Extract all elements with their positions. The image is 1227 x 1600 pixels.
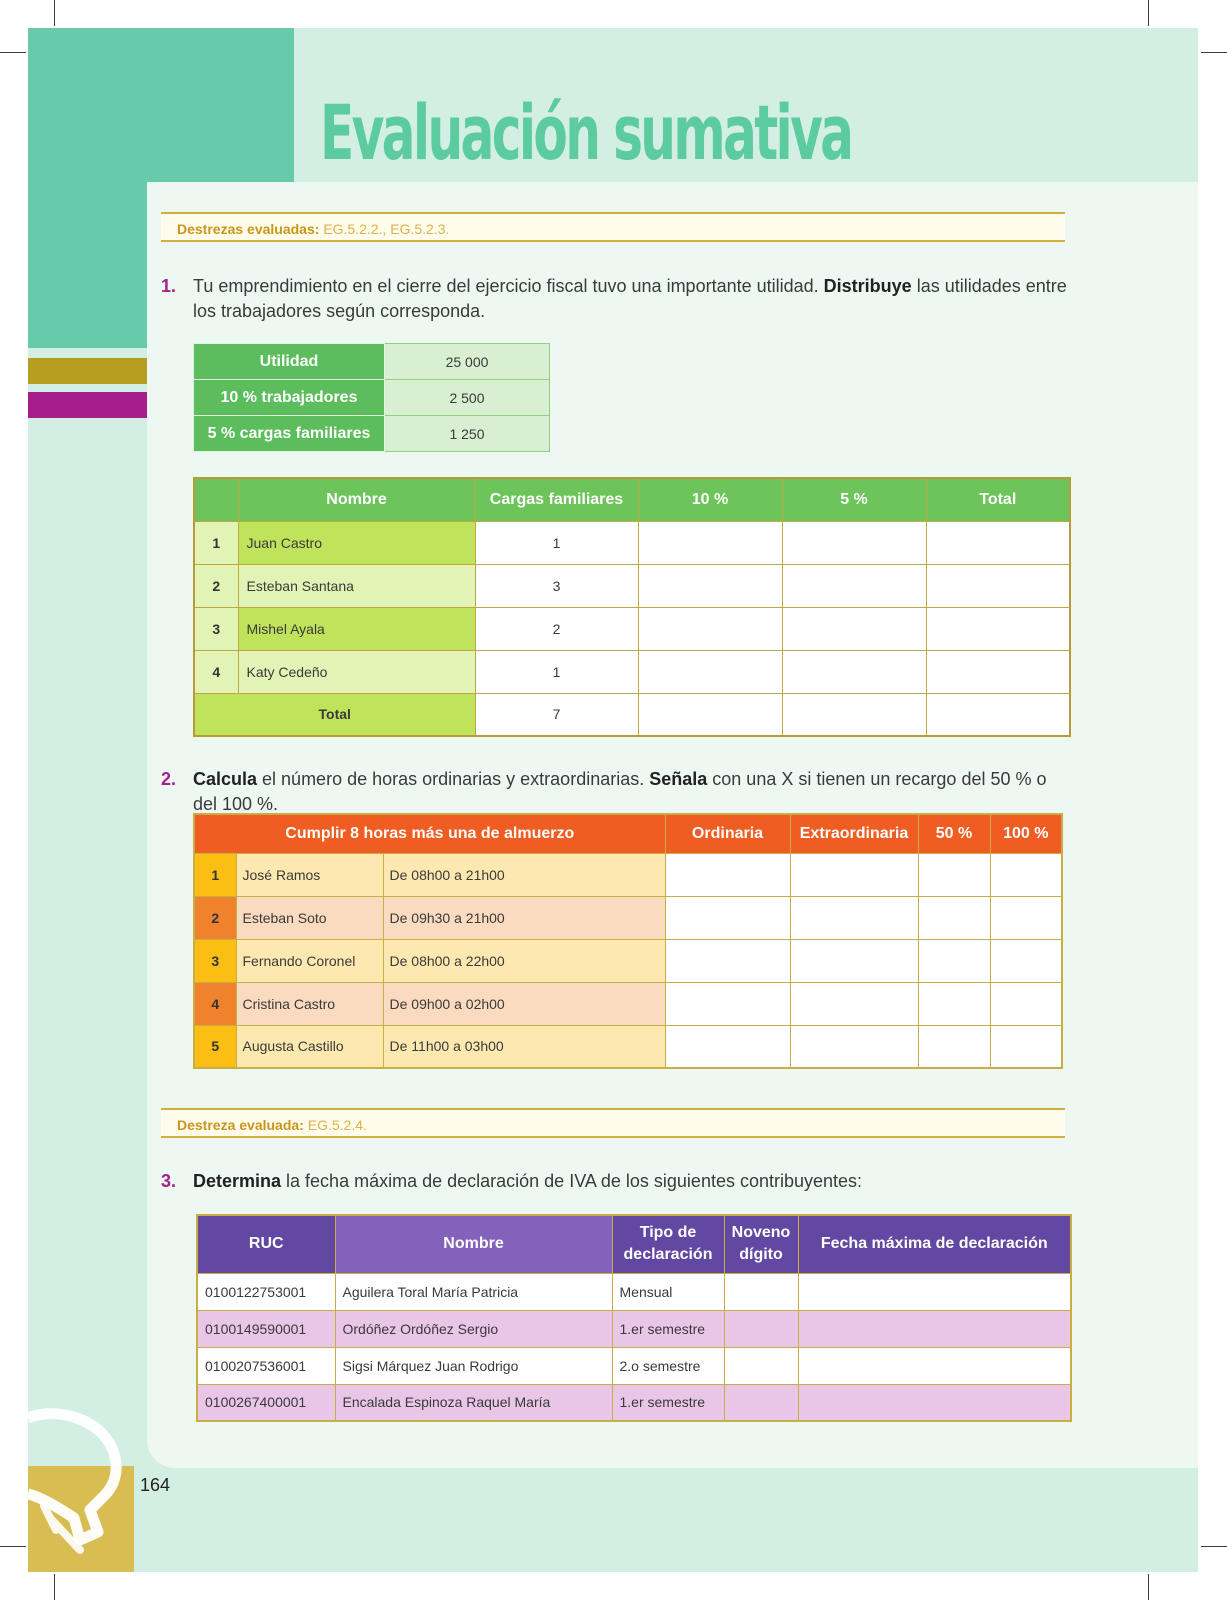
declaration-type: 1.er semestre — [612, 1384, 724, 1421]
lightbulb-icon — [28, 1400, 136, 1572]
worker-name: Cristina Castro — [236, 982, 383, 1025]
profit-summary-table — [193, 343, 550, 452]
text-emphasis: Distribuye — [823, 276, 912, 296]
answer-cell[interactable] — [990, 982, 1062, 1025]
text-emphasis: Determina — [193, 1171, 282, 1191]
table-row — [197, 1310, 1071, 1347]
answer-cell[interactable] — [638, 693, 782, 736]
table-row — [194, 939, 1062, 982]
work-hours-table — [193, 813, 1063, 1069]
answer-cell[interactable] — [990, 1025, 1062, 1068]
summary-value: 2 500 — [385, 380, 550, 416]
worker-name: José Ramos — [236, 853, 383, 896]
table-header-row — [194, 814, 1062, 853]
answer-cell[interactable] — [918, 939, 990, 982]
ruc-cell: 0100267400001 — [197, 1384, 335, 1421]
row-index: 4 — [194, 650, 238, 693]
skills-label: Destreza evaluada: — [177, 1117, 304, 1133]
answer-cell[interactable] — [926, 607, 1070, 650]
work-schedule: De 08h00 a 22h00 — [383, 939, 665, 982]
question-2 — [161, 767, 1071, 814]
row-index: 5 — [194, 1025, 236, 1068]
skills-label: Destrezas evaluadas: — [177, 221, 320, 237]
table-row — [194, 607, 1070, 650]
answer-cell[interactable] — [918, 853, 990, 896]
worker-name: Mishel Ayala — [238, 607, 475, 650]
answer-cell[interactable] — [798, 1347, 1071, 1384]
row-index: 1 — [194, 521, 238, 564]
answer-cell[interactable] — [638, 650, 782, 693]
answer-cell[interactable] — [926, 650, 1070, 693]
text-part: las utilidades entre los trabajadores según corresponda. — [193, 276, 1067, 321]
answer-cell[interactable] — [790, 982, 918, 1025]
answer-cell[interactable] — [638, 521, 782, 564]
answer-cell[interactable] — [990, 939, 1062, 982]
summary-label: 10 % trabajadores — [194, 380, 385, 416]
answer-cell[interactable] — [798, 1310, 1071, 1347]
question-number: 3. — [161, 1171, 177, 1191]
answer-cell[interactable] — [782, 607, 926, 650]
crop-mark — [1201, 1546, 1227, 1547]
answer-cell[interactable] — [798, 1384, 1071, 1421]
declaration-type: Mensual — [612, 1273, 724, 1310]
worker-name: Katy Cedeño — [238, 650, 475, 693]
taxpayer-name: Encalada Espinoza Raquel María — [335, 1384, 612, 1421]
answer-cell[interactable] — [665, 982, 790, 1025]
crop-mark — [0, 1546, 26, 1547]
family-loads: 2 — [475, 607, 638, 650]
column-header: Cargas familiares — [475, 478, 638, 521]
question-text — [193, 1169, 1073, 1194]
column-header: Fecha máxima de declaración — [798, 1215, 1071, 1273]
work-schedule: De 11h00 a 03h00 — [383, 1025, 665, 1068]
text-emphasis: Señala — [649, 769, 708, 789]
text-part: la fecha máxima de declaración de IVA de los siguientes contribuyentes: — [281, 1171, 863, 1191]
worker-name: Fernando Coronel — [236, 939, 383, 982]
row-index: 2 — [194, 564, 238, 607]
text-part: Tu emprendimiento en el cierre del ejercicio fiscal tuvo una importante utilidad. — [193, 276, 824, 296]
work-schedule: De 08h00 a 21h00 — [383, 853, 665, 896]
column-header: RUC — [197, 1215, 335, 1273]
answer-cell[interactable] — [724, 1310, 798, 1347]
worker-name: Esteban Soto — [236, 896, 383, 939]
crop-mark — [54, 0, 55, 26]
question-1 — [161, 274, 1071, 324]
ruc-cell: 0100207536001 — [197, 1347, 335, 1384]
skills-codes: EG.5.2.4. — [307, 1117, 367, 1133]
answer-cell[interactable] — [790, 1025, 918, 1068]
column-header: 10 % — [638, 478, 782, 521]
table-row — [197, 1384, 1071, 1421]
row-index: 1 — [194, 853, 236, 896]
answer-cell[interactable] — [782, 521, 926, 564]
table-header-row — [194, 478, 1070, 521]
row-index: 2 — [194, 896, 236, 939]
question-number: 1. — [161, 276, 177, 296]
table-header-row — [197, 1215, 1071, 1273]
row-index: 4 — [194, 982, 236, 1025]
summary-label: Utilidad — [194, 344, 385, 380]
family-loads: 1 — [475, 650, 638, 693]
table-row — [194, 982, 1062, 1025]
text-part: con una X si tienen un recargo del 50 % o del 100 %. — [193, 769, 1047, 814]
vat-declaration-table — [196, 1214, 1072, 1422]
answer-cell[interactable] — [790, 896, 918, 939]
magenta-side-bar — [28, 392, 147, 418]
answer-cell[interactable] — [918, 982, 990, 1025]
answer-cell[interactable] — [665, 896, 790, 939]
column-header: 50 % — [918, 814, 990, 853]
page-number: 164 — [140, 1475, 171, 1495]
column-header: Total — [926, 478, 1070, 521]
column-header: 100 % — [990, 814, 1062, 853]
answer-cell[interactable] — [724, 1273, 798, 1310]
column-header: Extraordinaria — [790, 814, 918, 853]
answer-cell[interactable] — [638, 607, 782, 650]
table-row — [194, 521, 1070, 564]
skills-box — [161, 1108, 1065, 1138]
work-schedule: De 09h30 a 21h00 — [383, 896, 665, 939]
table-row — [194, 380, 550, 416]
summary-label: 5 % cargas familiares — [194, 416, 385, 452]
table-row — [197, 1273, 1071, 1310]
answer-cell[interactable] — [918, 1025, 990, 1068]
answer-cell[interactable] — [724, 1384, 798, 1421]
answer-cell[interactable] — [782, 564, 926, 607]
crop-mark — [0, 52, 26, 53]
answer-cell[interactable] — [665, 939, 790, 982]
taxpayer-name: Sigsi Márquez Juan Rodrigo — [335, 1347, 612, 1384]
skills-box — [161, 212, 1065, 242]
crop-mark — [1148, 1574, 1149, 1600]
column-header: Cumplir 8 horas más una de almuerzo — [194, 814, 665, 853]
declaration-type: 1.er semestre — [612, 1310, 724, 1347]
answer-cell[interactable] — [798, 1273, 1071, 1310]
family-loads: 1 — [475, 521, 638, 564]
column-header: 5 % — [782, 478, 926, 521]
table-total-row — [194, 693, 1070, 736]
taxpayer-name: Ordóñez Ordóñez Sergio — [335, 1310, 612, 1347]
column-header: Ordinaria — [665, 814, 790, 853]
question-number: 2. — [161, 769, 177, 789]
answer-cell[interactable] — [790, 853, 918, 896]
answer-cell[interactable] — [926, 521, 1070, 564]
crop-mark — [1148, 0, 1149, 26]
question-text — [193, 767, 1073, 817]
table-row — [194, 853, 1062, 896]
answer-cell[interactable] — [990, 853, 1062, 896]
column-header: Nombre — [238, 478, 475, 521]
table-row — [194, 416, 550, 452]
answer-cell[interactable] — [724, 1347, 798, 1384]
crop-mark — [54, 1574, 55, 1600]
crop-mark — [1201, 52, 1227, 53]
question-3 — [161, 1169, 1071, 1194]
page-title: Evaluación sumativa — [320, 88, 852, 177]
ruc-cell: 0100122753001 — [197, 1273, 335, 1310]
column-header — [194, 478, 238, 521]
answer-cell[interactable] — [926, 693, 1070, 736]
taxpayer-name: Aguilera Toral María Patricia — [335, 1273, 612, 1310]
table-row — [194, 650, 1070, 693]
answer-cell[interactable] — [918, 896, 990, 939]
summary-value: 25 000 — [385, 344, 550, 380]
worker-name: Esteban Santana — [238, 564, 475, 607]
answer-cell[interactable] — [790, 939, 918, 982]
total-label: Total — [194, 693, 475, 736]
text-emphasis: Calcula — [193, 769, 258, 789]
declaration-type: 2.o semestre — [612, 1347, 724, 1384]
ruc-cell: 0100149590001 — [197, 1310, 335, 1347]
profit-distribution-table — [193, 477, 1071, 737]
row-index: 3 — [194, 607, 238, 650]
column-header: Tipo de declaración — [612, 1215, 724, 1273]
total-family-loads: 7 — [475, 693, 638, 736]
table-row — [194, 896, 1062, 939]
row-index: 3 — [194, 939, 236, 982]
answer-cell[interactable] — [638, 564, 782, 607]
answer-cell[interactable] — [665, 1025, 790, 1068]
answer-cell[interactable] — [665, 853, 790, 896]
table-row — [194, 1025, 1062, 1068]
answer-cell[interactable] — [990, 896, 1062, 939]
work-schedule: De 09h00 a 02h00 — [383, 982, 665, 1025]
text-part: el número de horas ordinarias y extraordinarias. — [257, 769, 650, 789]
answer-cell[interactable] — [926, 564, 1070, 607]
table-row — [197, 1347, 1071, 1384]
skills-codes: EG.5.2.2., EG.5.2.3. — [323, 221, 450, 237]
question-text — [193, 274, 1073, 324]
worker-name: Juan Castro — [238, 521, 475, 564]
answer-cell[interactable] — [782, 650, 926, 693]
answer-cell[interactable] — [782, 693, 926, 736]
olive-side-bar — [28, 358, 147, 384]
worker-name: Augusta Castillo — [236, 1025, 383, 1068]
table-row — [194, 344, 550, 380]
summary-value: 1 250 — [385, 416, 550, 452]
family-loads: 3 — [475, 564, 638, 607]
column-header: Nombre — [335, 1215, 612, 1273]
table-row — [194, 564, 1070, 607]
column-header: Noveno dígito — [724, 1215, 798, 1273]
